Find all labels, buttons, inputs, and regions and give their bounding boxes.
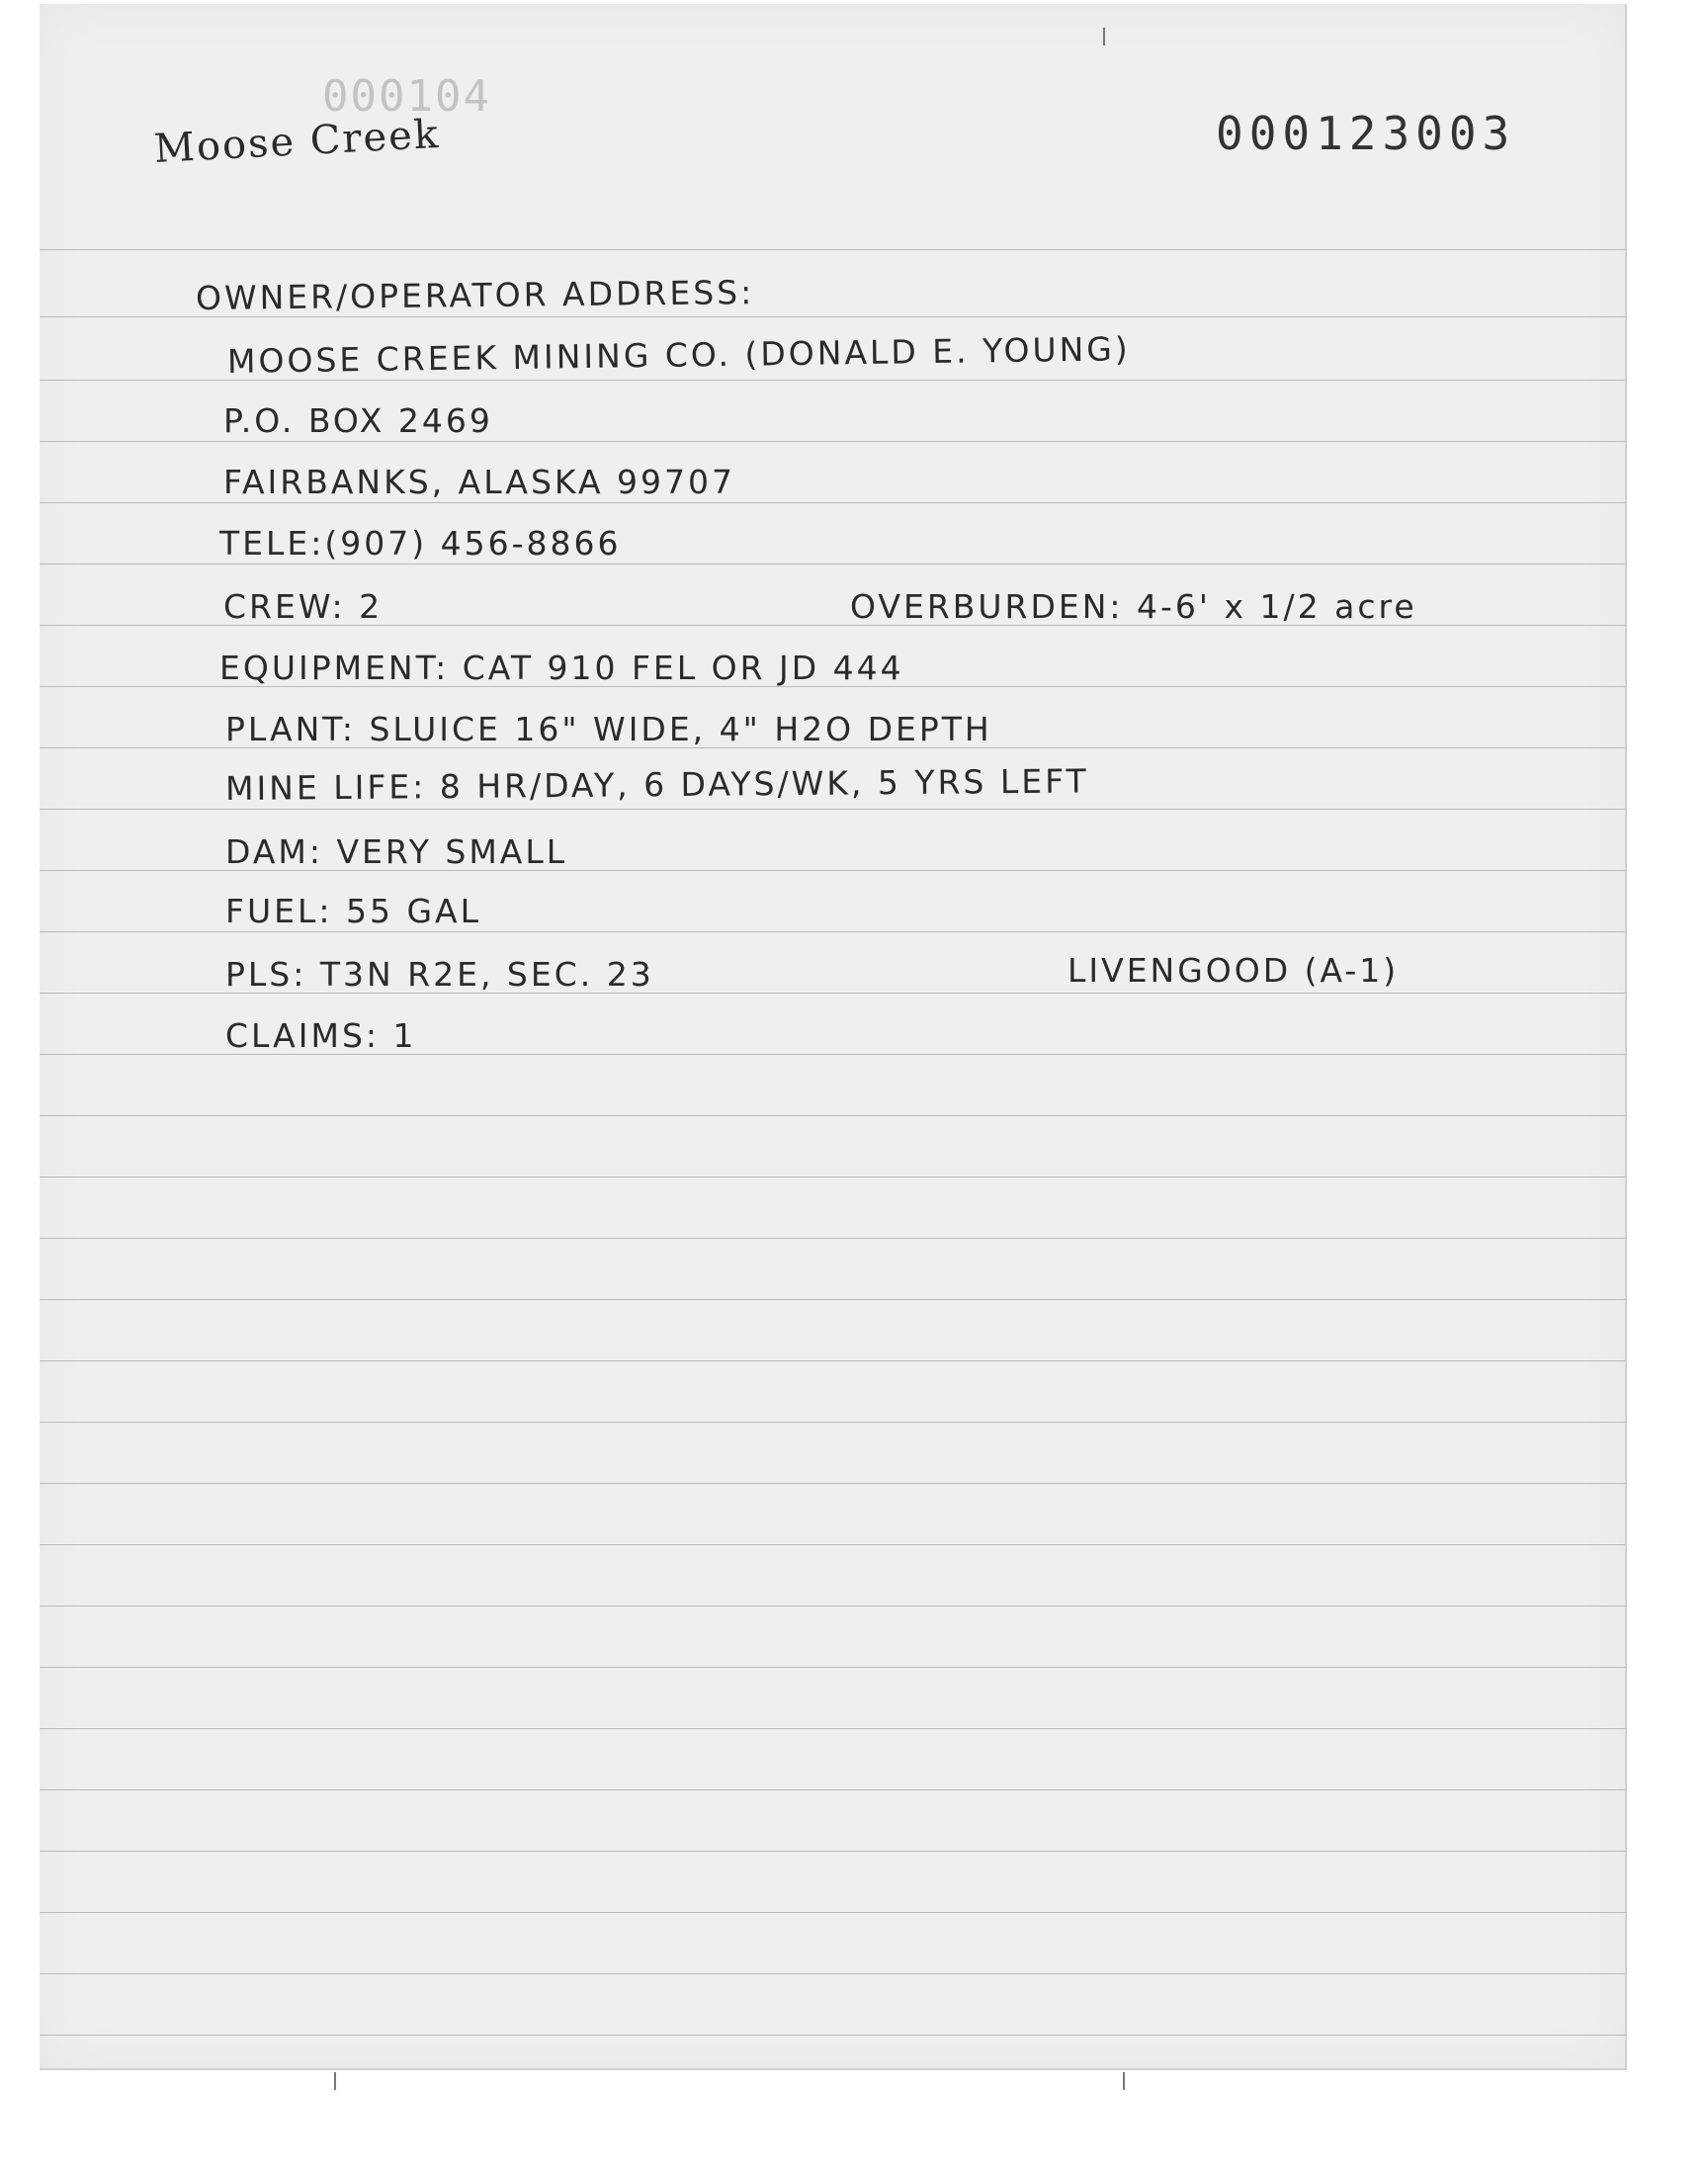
ruled-line — [40, 441, 1625, 442]
scan-tick-mark — [1103, 28, 1105, 45]
equipment-line: EQUIPMENT: CAT 910 FEL OR JD 444 — [219, 649, 904, 687]
ruled-line — [40, 1360, 1625, 1361]
ruled-line — [40, 564, 1625, 565]
ruled-line — [40, 1422, 1625, 1423]
page-title: Moose Creek — [152, 111, 442, 172]
ruled-line — [40, 1912, 1625, 1913]
ruled-line — [40, 1789, 1625, 1790]
fuel-line: FUEL: 55 GAL — [225, 892, 481, 930]
ruled-line — [40, 502, 1625, 503]
ruled-line — [40, 1851, 1625, 1852]
ruled-line — [40, 931, 1625, 932]
ruled-line — [40, 1728, 1625, 1729]
scan-tick-mark — [1123, 2072, 1125, 2090]
claims-line: CLAIMS: 1 — [225, 1016, 417, 1055]
lined-paper-sheet — [40, 4, 1627, 2070]
ruled-line — [40, 1606, 1625, 1607]
ruled-line — [40, 1973, 1625, 1974]
po-box-line: P.O. BOX 2469 — [223, 401, 493, 440]
scan-tick-mark — [334, 2072, 336, 2090]
faint-stamp-number: 000104 — [322, 71, 491, 122]
phone-line: TELE:(907) 456-8866 — [219, 524, 622, 563]
owner-heading: OWNER/OPERATOR ADDRESS: — [195, 273, 755, 317]
plant-line: PLANT: SLUICE 16" WIDE, 4" H2O DEPTH — [225, 710, 992, 748]
pls-line: PLS: T3N R2E, SEC. 23 — [225, 955, 654, 994]
company-line: MOOSE CREEK MINING CO. (DONALD E. YOUNG) — [226, 329, 1131, 381]
ruled-line — [40, 1176, 1625, 1177]
stamp-number: 000123003 — [1216, 107, 1516, 160]
ruled-line — [40, 1238, 1625, 1239]
ruled-line — [40, 249, 1625, 250]
mine-life-line: MINE LIFE: 8 HR/DAY, 6 DAYS/WK, 5 YRS LEFT — [224, 761, 1089, 808]
ruled-line — [40, 809, 1625, 810]
overburden-line: OVERBURDEN: 4-6' x 1/2 acre — [850, 587, 1417, 626]
ruled-line — [40, 1299, 1625, 1300]
ruled-line — [40, 1483, 1625, 1484]
ruled-line — [40, 1115, 1625, 1116]
ruled-line — [40, 1667, 1625, 1668]
ruled-line — [40, 1544, 1625, 1545]
ruled-line — [40, 2035, 1625, 2036]
quad-line: LIVENGOOD (A-1) — [1068, 951, 1400, 990]
dam-line: DAM: VERY SMALL — [225, 832, 568, 871]
city-line: FAIRBANKS, ALASKA 99707 — [223, 463, 735, 501]
crew-line: CREW: 2 — [223, 587, 384, 626]
ruled-line — [40, 316, 1625, 317]
